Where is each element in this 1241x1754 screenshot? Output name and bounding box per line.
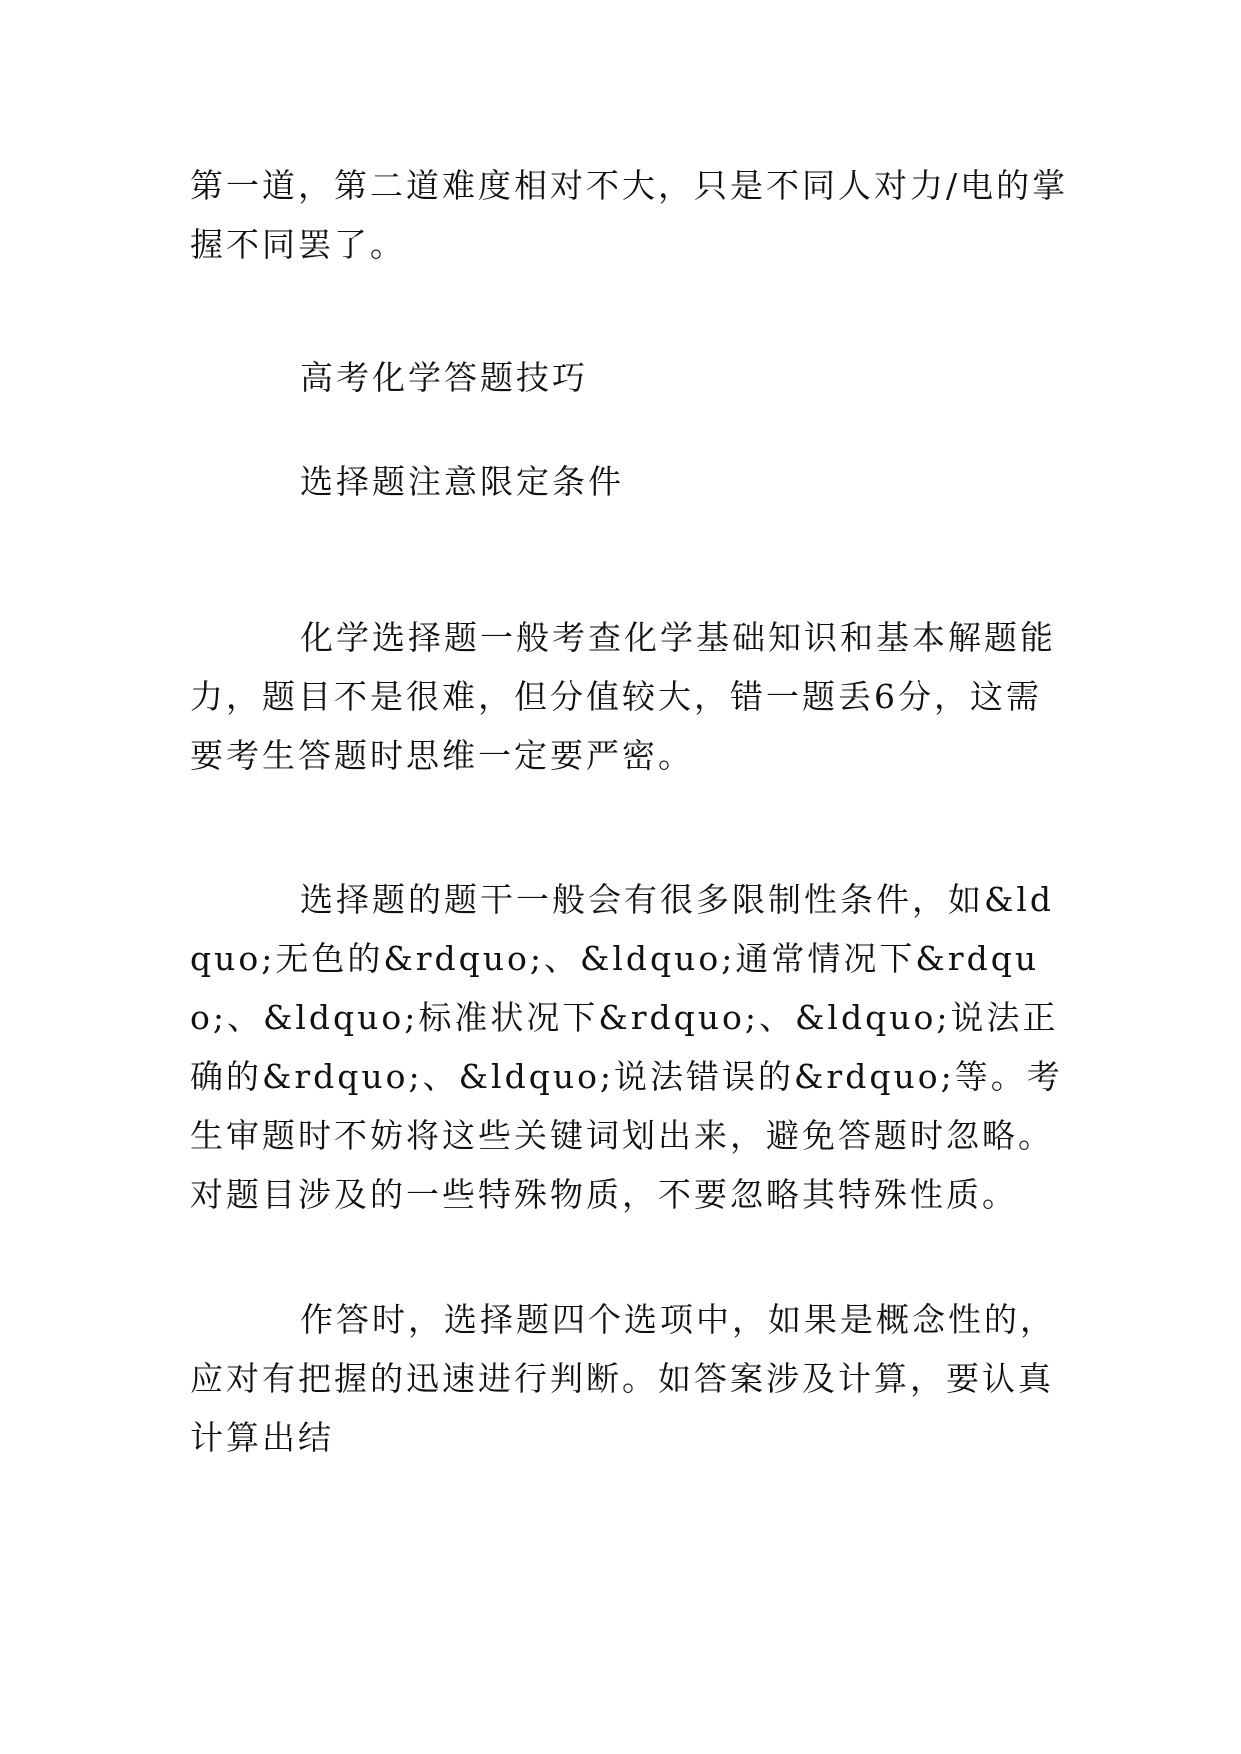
- paragraph-2: 化学选择题一般考查化学基础知识和基本解题能力，题目不是很难，但分值较大，错一题丢6分，这需要考生答题时思维一定要严密。: [190, 618, 1056, 775]
- paragraph-3: 选择题的题干一般会有很多限制性条件，如&ldquo;无色的&rdquo;、&ldquo;通常情况下&rdquo;、&ldquo;标准状况下&rdquo;、&ldquo;说法正确的&rdquo;、&ldquo;说法错误的&rdquo;等。考生审题时不妨将这些关键词划出来，避免答题时忽略。对题目涉及的一些特殊物质，不要忽略其特殊性质。: [190, 880, 1063, 1214]
- heading-choice-conditions: 选择题注意限定条件: [300, 462, 624, 501]
- heading-chem-tips: 高考化学答题技巧: [300, 358, 588, 397]
- paragraph-1: 第一道，第二道难度相对不大，只是不同人对力/电的掌握不同罢了。: [190, 166, 1069, 264]
- paragraph-4: 作答时，选择题四个选项中，如果是概念性的，应对有把握的迅速进行判断。如答案涉及计算，要认真计算出结: [190, 1300, 1056, 1457]
